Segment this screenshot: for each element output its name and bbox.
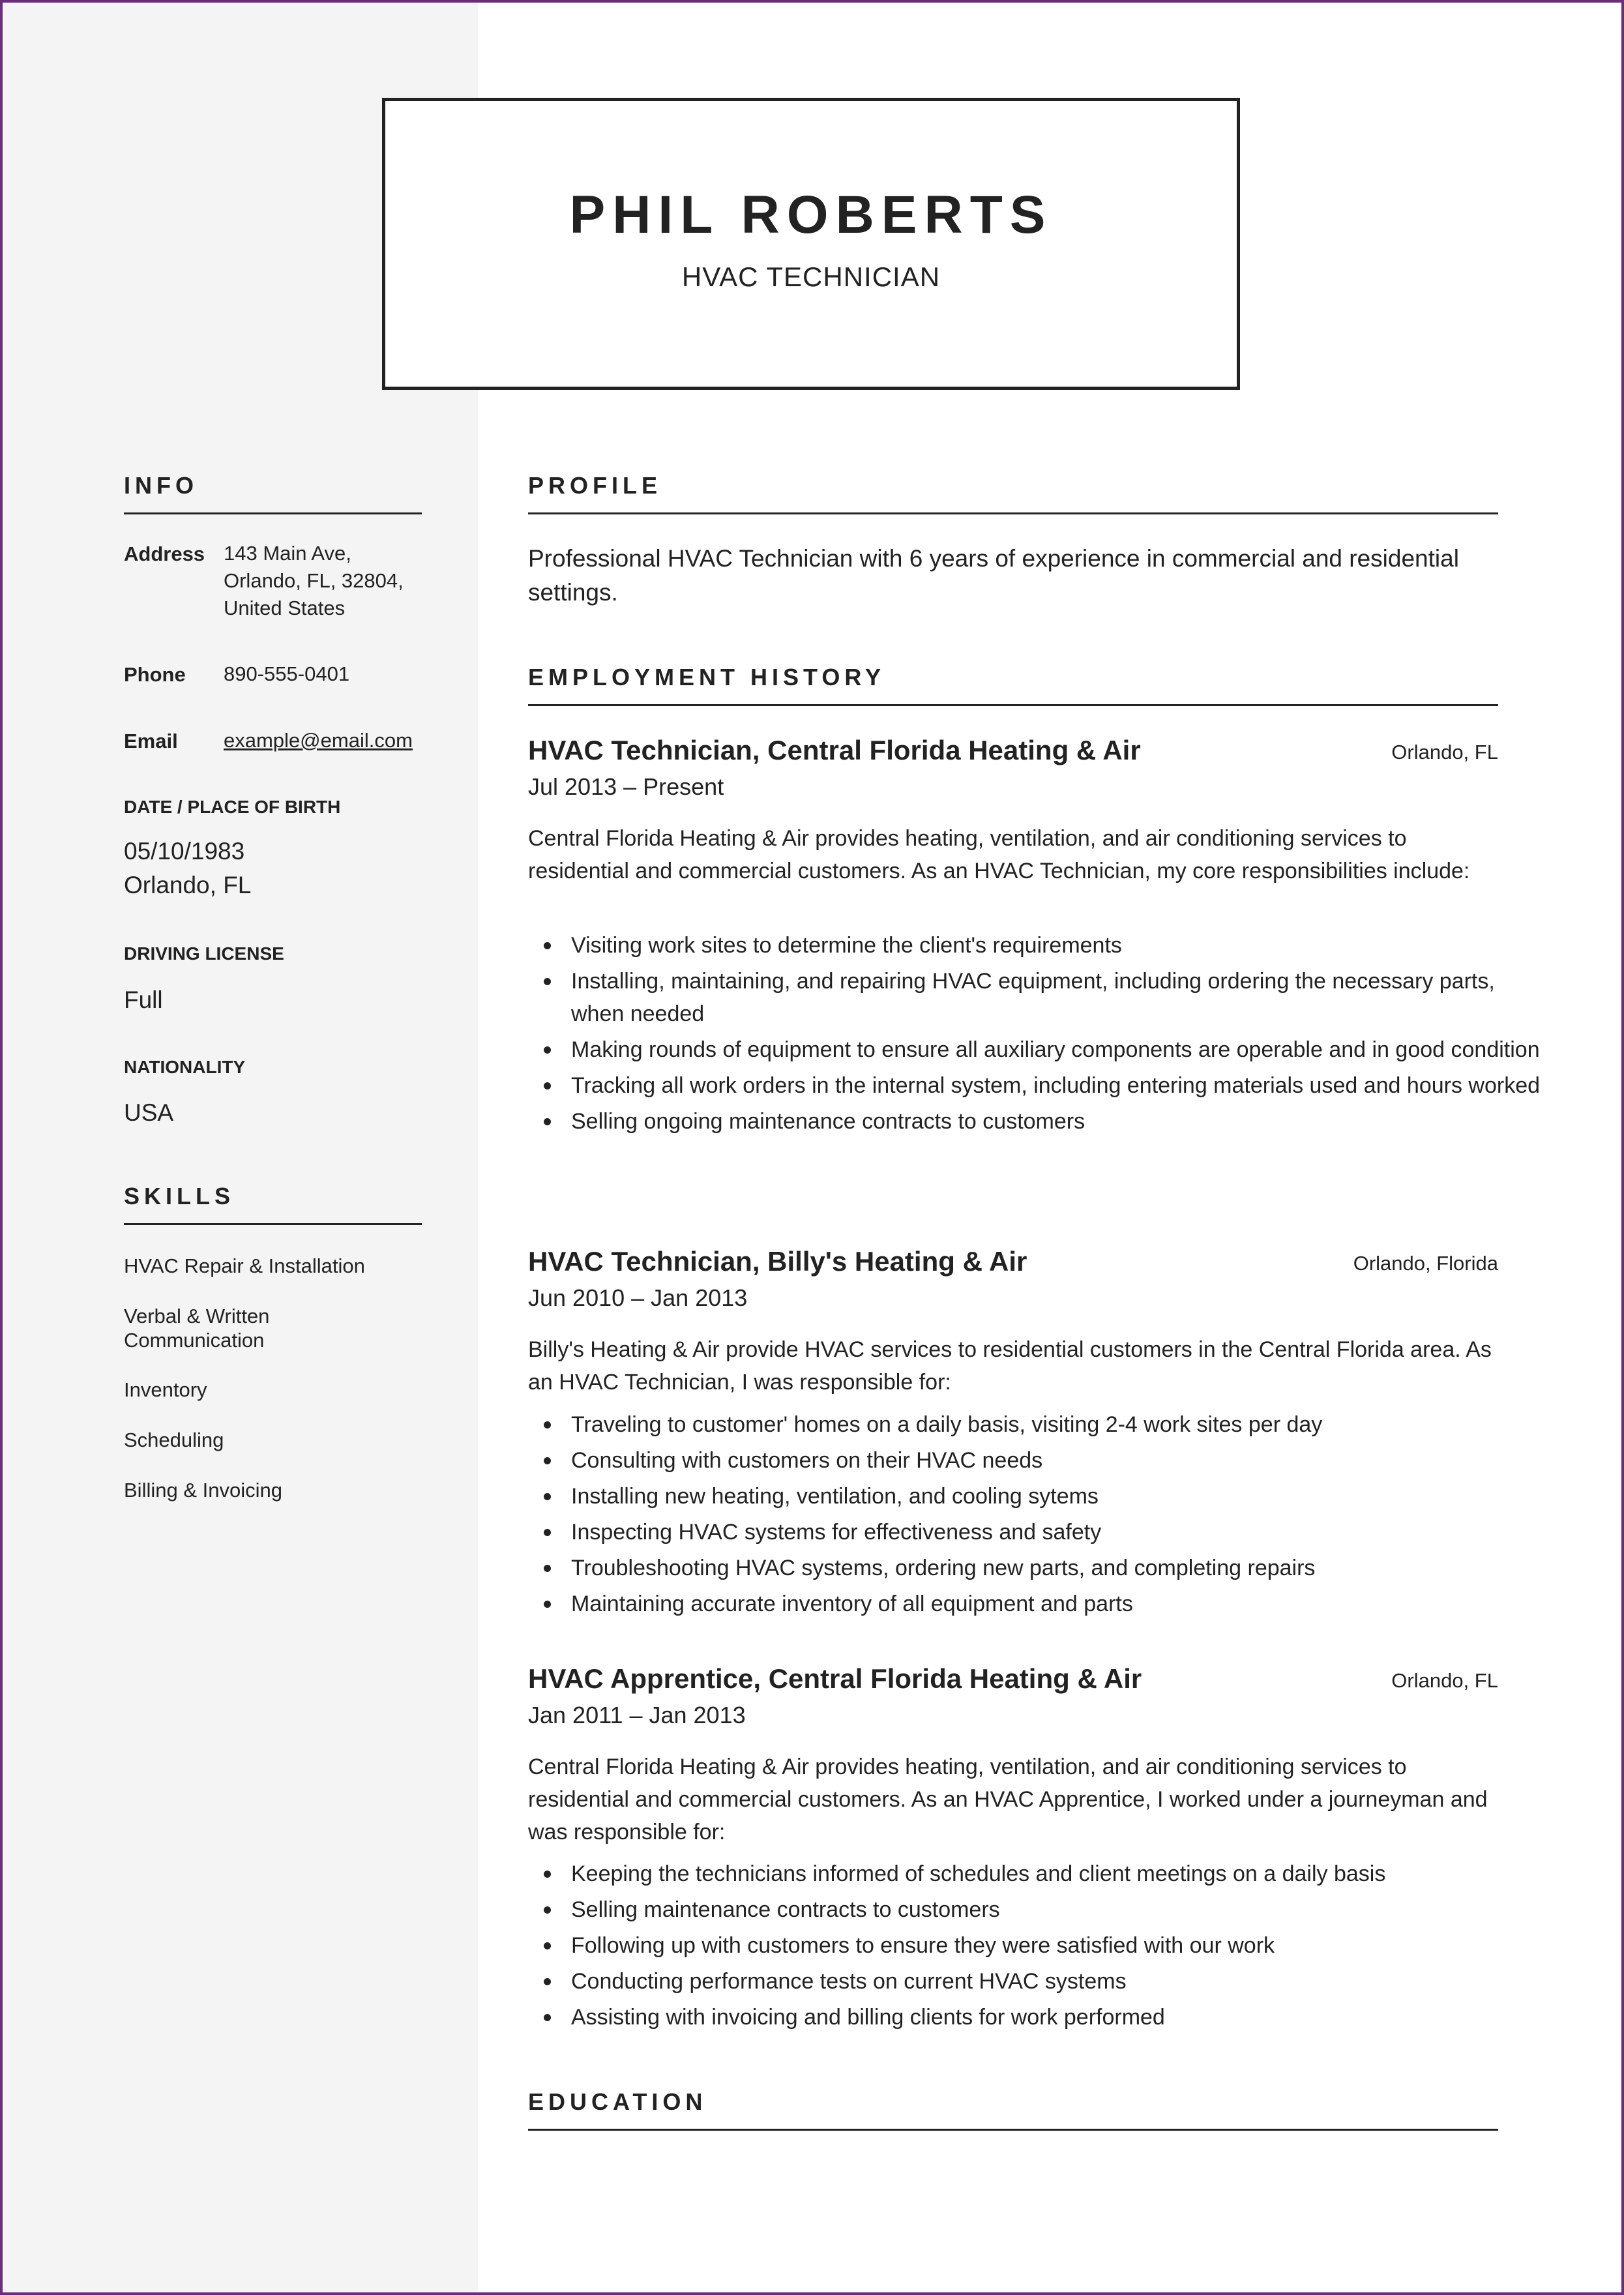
profile-summary: Professional HVAC Technician with 6 years of experience in commercial and residential settings.: [528, 545, 1459, 606]
license-value: Full: [124, 986, 163, 1013]
employment-heading: EMPLOYMENT HISTORY: [528, 664, 1498, 706]
list-item: Traveling to customer' homes on a daily basis, visiting 2-4 work sites per day: [571, 1408, 1541, 1441]
nationality-label: NATIONALITY: [124, 1057, 246, 1077]
name-header-box: [382, 98, 1240, 390]
job-title: HVAC Apprentice, Central Florida Heating & Air: [528, 1663, 1142, 1694]
list-item: Visiting work sites to determine the client's requirements: [571, 929, 1541, 962]
list-item: Tracking all work orders in the internal system, including entering materials used and hours worked: [571, 1069, 1541, 1102]
dob-label: DATE / PLACE OF BIRTH: [124, 797, 341, 817]
address-line: 143 Main Ave,: [224, 542, 351, 565]
skill-item: Billing & Invoicing: [124, 1479, 282, 1502]
job-location: Orlando, FL: [1391, 741, 1498, 763]
list-item: Keeping the technicians informed of schedules and client meetings on a daily basis: [571, 1858, 1541, 1890]
list-item: Making rounds of equipment to ensure all auxiliary components are operable and in good condition: [571, 1033, 1541, 1066]
phone-value: 890-555-0401: [224, 662, 350, 685]
address-line: Orlando, FL, 32804,: [224, 569, 404, 592]
job-responsibilities: [528, 1408, 1541, 1623]
list-item: Inspecting HVAC systems for effectiveness and safety: [571, 1516, 1541, 1548]
list-item: Installing new heating, ventilation, and cooling sytems: [571, 1480, 1541, 1513]
address-label: Address: [124, 542, 205, 565]
job-dates: Jul 2013 – Present: [528, 773, 724, 800]
education-heading: EDUCATION: [528, 2088, 1498, 2131]
skill-item: Scheduling: [124, 1429, 224, 1451]
list-item: Installing, maintaining, and repairing HVAC equipment, including ordering the necessary parts, when needed: [571, 965, 1541, 1030]
skill-item: HVAC Repair & Installation: [124, 1254, 365, 1277]
job-description: Central Florida Heating & Air provides heating, ventilation, and air conditioning services to residential and commercial customers. As an HVAC Apprentice, I worked under a journeyman and was responsible for:: [528, 1755, 1488, 1844]
address-line: United States: [224, 597, 346, 619]
job-description: Central Florida Heating & Air provides heating, ventilation, and air conditioning services to residential and commercial customers. As an HVAC Technician, my core responsibilities include:: [528, 826, 1470, 883]
phone-label: Phone: [124, 663, 186, 686]
nationality-value: USA: [124, 1099, 174, 1126]
list-item: Conducting performance tests on current HVAC systems: [571, 1965, 1541, 1998]
skill-item: Verbal & Written Communication: [124, 1305, 270, 1352]
license-label: DRIVING LICENSE: [124, 943, 284, 964]
skills-heading: SKILLS: [124, 1183, 422, 1225]
list-item: Selling ongoing maintenance contracts to customers: [571, 1105, 1541, 1138]
job-title: HVAC Technician, Billy's Heating & Air: [528, 1246, 1027, 1277]
list-item: Troubleshooting HVAC systems, ordering new parts, and completing repairs: [571, 1552, 1541, 1584]
list-item: Maintaining accurate inventory of all equipment and parts: [571, 1588, 1541, 1620]
list-item: Selling maintenance contracts to customers: [571, 1893, 1541, 1926]
dob-value: [124, 835, 251, 902]
job-dates: Jun 2010 – Jan 2013: [528, 1284, 748, 1311]
candidate-title: HVAC TECHNICIAN: [681, 261, 941, 292]
list-item: Following up with customers to ensure they were satisfied with our work: [571, 1929, 1541, 1962]
email-label: Email: [124, 730, 178, 752]
list-item: Assisting with invoicing and billing clients for work performed: [571, 2001, 1541, 2034]
candidate-name: PHIL ROBERTS: [569, 185, 1053, 244]
skill-item: Inventory: [124, 1378, 207, 1401]
list-item: Consulting with customers on their HVAC needs: [571, 1444, 1541, 1477]
birth-place: Orlando, FL: [124, 872, 252, 898]
info-heading: INFO: [124, 472, 422, 514]
job-title: HVAC Technician, Central Florida Heating & Air: [528, 735, 1141, 765]
job-location: Orlando, Florida: [1353, 1252, 1498, 1275]
email-link[interactable]: example@email.com: [224, 729, 413, 752]
dob-date: 05/10/1983: [124, 838, 245, 865]
job-location: Orlando, FL: [1391, 1669, 1498, 1692]
address-value: [224, 540, 404, 622]
job-description: Billy's Heating & Air provide HVAC services to residential customers in the Central Florida area. As an HVAC Technician, I was responsible for:: [528, 1337, 1492, 1395]
job-dates: Jan 2011 – Jan 2013: [528, 1702, 746, 1728]
profile-heading: PROFILE: [528, 472, 1498, 514]
job-responsibilities: [528, 1858, 1541, 2037]
job-responsibilities: [528, 929, 1541, 1141]
